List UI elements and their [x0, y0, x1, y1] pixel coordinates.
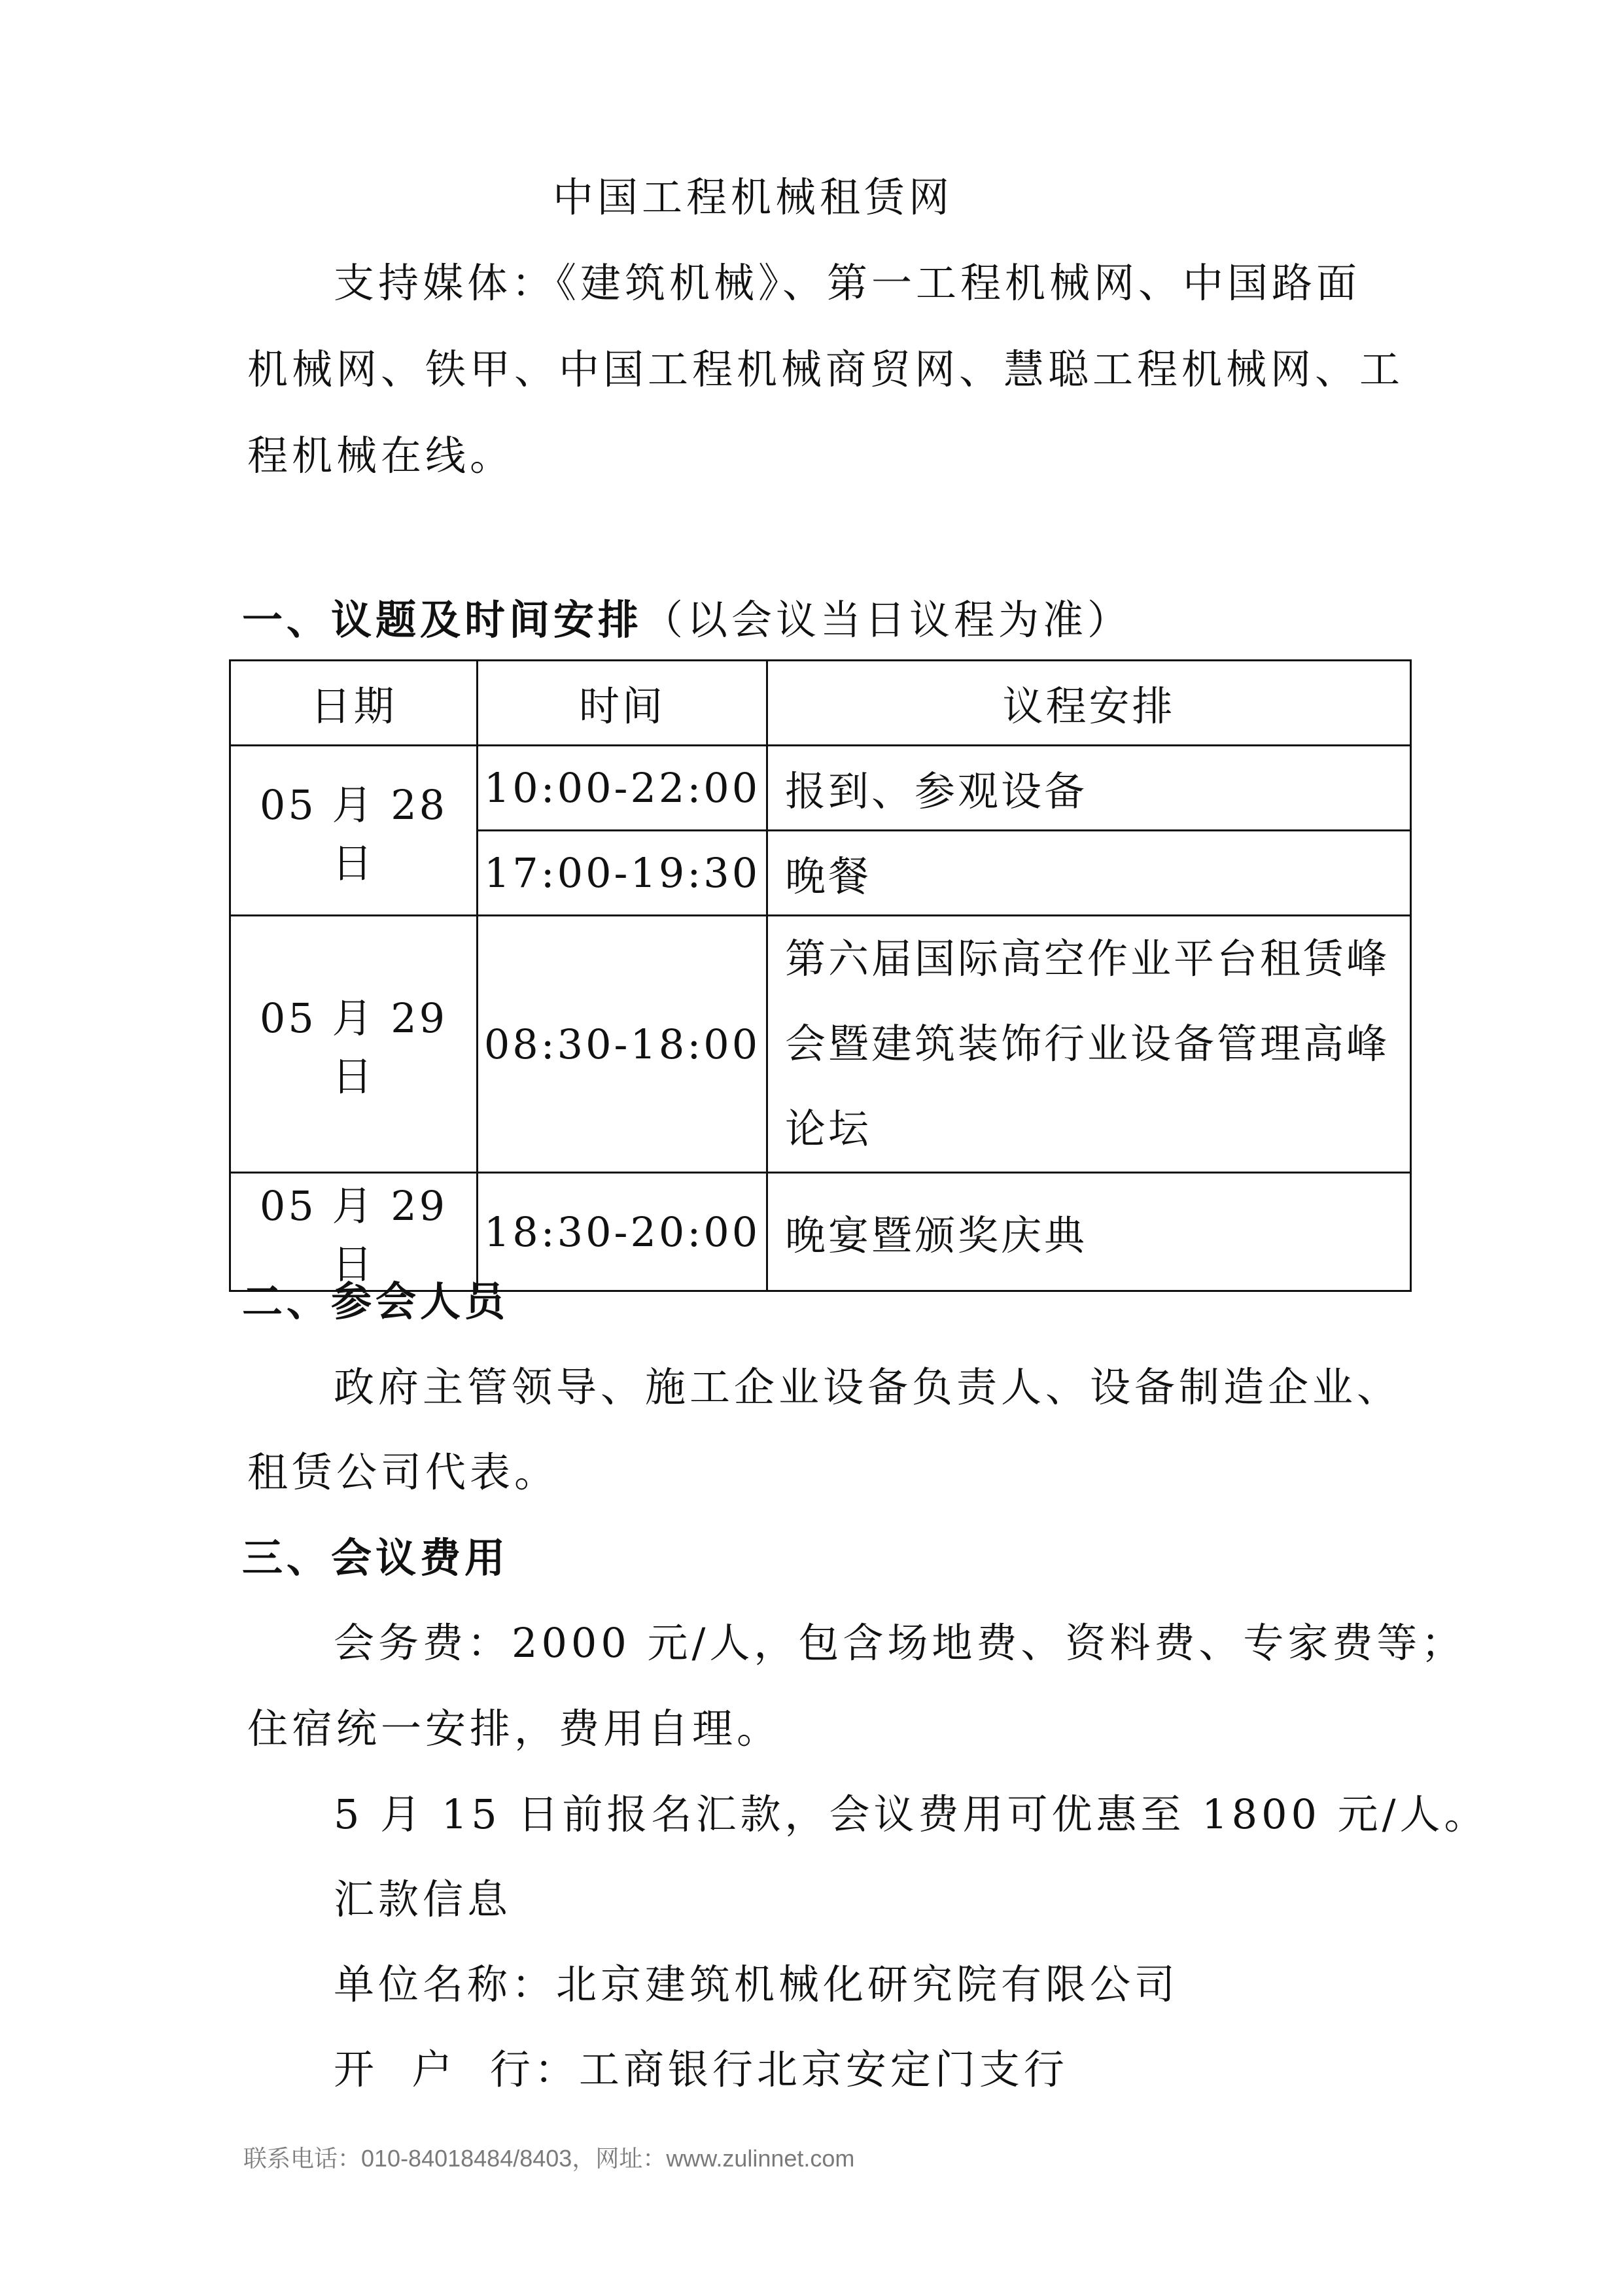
section-2-title: 二、参会人员 — [242, 1278, 510, 1325]
row-item: 第六届国际高空作业平台租赁峰会暨建筑装饰行业设备管理高峰论坛 — [767, 916, 1411, 1173]
attendees-line-1: 政府主管领导、施工企业设备负责人、设备制造企业、 — [334, 1363, 1402, 1411]
bank-line: 开 户 行：工商银行北京安定门支行 — [334, 2045, 1068, 2093]
agenda-table — [229, 659, 1412, 1292]
header-time: 时间 — [478, 661, 767, 746]
remit-title: 汇款信息 — [334, 1875, 512, 1923]
section-1-heading — [242, 594, 1132, 646]
attendees-line-2: 租赁公司代表。 — [247, 1448, 559, 1496]
row-time: 18:30-20:00 — [478, 1173, 767, 1291]
fee-line-2: 住宿统一安排，费用自理。 — [247, 1705, 782, 1752]
discount-line: 5 月 15 日前报名汇款，会议费用可优惠至 1800 元/人。 — [334, 1790, 1489, 1838]
support-media-line-3: 程机械在线。 — [247, 432, 515, 479]
header-agenda: 议程安排 — [767, 661, 1411, 746]
footer-contact: 联系电话：010-84018484/8403，网址：www.zulinnet.com — [243, 2145, 855, 2172]
table-header-row — [230, 661, 1411, 746]
table-row — [230, 746, 1411, 831]
table-row — [230, 916, 1411, 1173]
header-date: 日期 — [230, 661, 478, 746]
support-media-line-1: 支持媒体：《建筑机械》、第一工程机械网、中国路面 — [334, 259, 1361, 307]
organizer-line: 中国工程机械租赁网 — [553, 173, 954, 221]
section-1-title: 一、议题及时间安排 — [242, 596, 643, 644]
section-1-note: （以会议当日议程为准） — [642, 596, 1132, 644]
row-date: 05 月 29 日 — [230, 1173, 478, 1291]
row-date: 05 月 29 日 — [230, 916, 478, 1173]
table-row — [230, 1173, 1411, 1291]
row-item: 晚餐 — [767, 831, 1411, 916]
section-3-title: 三、会议费用 — [242, 1534, 510, 1582]
fee-line-1: 会务费：2000 元/人，包含场地费、资料费、专家费等； — [334, 1619, 1466, 1667]
row-time: 08:30-18:00 — [478, 916, 767, 1173]
row-item: 晚宴暨颁奖庆典 — [767, 1173, 1411, 1291]
row-item: 报到、参观设备 — [767, 746, 1411, 831]
support-media-line-2: 机械网、铁甲、中国工程机械商贸网、慧聪工程机械网、工 — [247, 345, 1405, 393]
row-date: 05 月 28 日 — [230, 746, 478, 916]
row-time: 17:00-19:30 — [478, 831, 767, 916]
company-name-line: 单位名称：北京建筑机械化研究院有限公司 — [334, 1960, 1179, 2008]
row-time: 10:00-22:00 — [478, 746, 767, 831]
